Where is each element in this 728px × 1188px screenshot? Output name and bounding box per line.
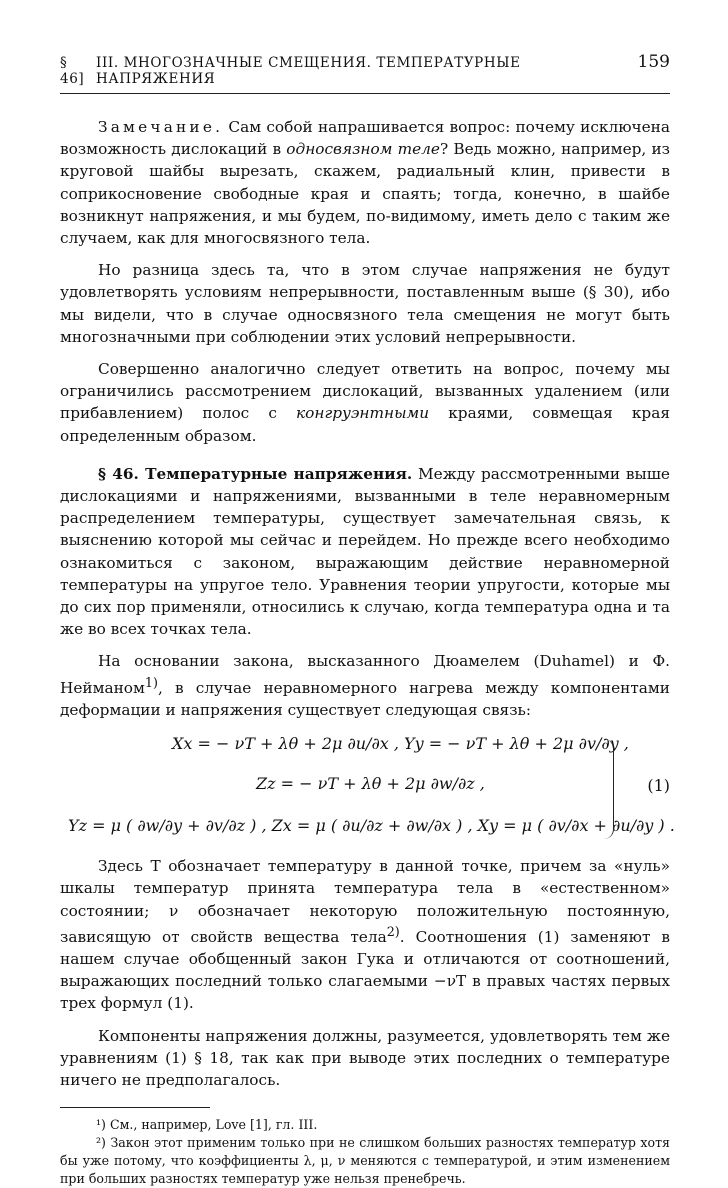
remark3-text-a: Совершенно аналогично следует ответить на вопрос, почему мы ограничились рассмотрением дислокаций, вызванных удалением (или прибавлением) полос с — [60, 360, 670, 423]
s46p2-text-b: , в случае неравномерного нагрева между компонентами деформации и напряжения существует следующая связь: — [60, 678, 670, 719]
page-number: 159 — [637, 52, 670, 72]
running-header — [60, 52, 670, 94]
header-title: III. МНОГОЗНАЧНЫЕ СМЕЩЕНИЯ. ТЕМПЕРАТУРНЫЕ НАПРЯЖЕНИЯ — [96, 55, 521, 87]
section-46-paragraph-1 — [60, 463, 670, 641]
footnote-ref-2: 2) — [386, 924, 400, 940]
emphasis-simply-connected: односвязном теле — [286, 140, 440, 159]
remark-paragraph-3 — [60, 358, 670, 447]
remark-text-a: Сам собой напрашивается вопрос: почему исключена возможность дислокаций в — [60, 118, 670, 159]
after-paragraph-2: Компоненты напряжения должны, разумеется, удовлетворять тем же уравнениям (1) § 18, так как при выводе этих последних о температуре ничего не предполагалось. — [60, 1026, 670, 1090]
remark-label: Замечание. — [98, 118, 224, 136]
book-page — [60, 52, 675, 1188]
formula-line-1: Xx = − νT + λθ + 2μ ∂u/∂x , Yy = − νT + λθ + 2μ ∂v/∂y , — [172, 734, 629, 754]
formula-block — [60, 731, 675, 849]
header-section: § 46] — [60, 55, 85, 87]
section46-text: Между рассмотренными выше дислокациями и напряжениями, вызванными в теле неравномерным распределением температуры, существует замечательная связь, к выяснению которой мы сейчас и перейдем. Но прежде всего необходимо ознакомиться с законом, выражающим действие неравномерной температуры на упругое тело. Уравнения теории упругости, которые мы до сих пор применяли, относились к случаю, когда температура одна и та же во всех точках тела. — [60, 464, 670, 639]
formula-line-2: Zz = − νT + λθ + 2μ ∂w/∂z , — [256, 774, 485, 794]
footnote-1: ¹) См., например, Love [1], гл. III. — [96, 1117, 318, 1133]
remark-paragraph-2: Но разница здесь та, что в этом случае напряжения не будут удовлетворять условиям непрерывности, поставленным выше (§ 30), ибо мы видели, что в случае односвязного тела смещения не могут быть многозначными при соблюдении этих условий непрерывности. — [60, 261, 670, 346]
after-paragraph-1 — [60, 855, 670, 1015]
remark-paragraph-1 — [60, 116, 670, 249]
section-46-paragraph-2 — [60, 650, 670, 721]
formula-line-3: Yz = μ ( ∂w/∂y + ∂v/∂z ) , Zx = μ ( ∂u/∂z + ∂w/∂x ) , Xy = μ ( ∂v/∂x + ∂u/∂y ) . — [68, 816, 675, 836]
section-heading: § 46. Температурные напряжения. — [98, 464, 413, 483]
emphasis-congruent: конгруэнтными — [296, 404, 430, 423]
footnote-ref-1: 1) — [144, 675, 159, 691]
formula-brace — [603, 739, 614, 839]
footnote-2: ²) Закон этот применим только при не слишком больших разностях температур хотя бы уже потому, что коэффициенты λ, μ, ν меняются с температурой, и этим изменением при больших разностях температур уже нельзя пренебречь. — [60, 1135, 670, 1187]
footnotes — [60, 1116, 670, 1188]
remark3-text-b: краями, совмещая края определенным образом. — [60, 404, 670, 445]
s46p2-text-a: На основании закона, высказанного Дюамелем (Duhamel) и Ф. Нейманом — [60, 652, 670, 697]
footnote-divider — [60, 1107, 210, 1108]
after1-text-a: Здесь T обозначает температуру в данной точке, причем за «нуль» шкалы температур принята температура тела в «естественном» состоянии; ν обозначает некоторую положительную постоянную, зависящую от свойств вещества тела — [60, 857, 670, 946]
equation-number: (1) — [647, 776, 670, 796]
remark-text-b: ? Ведь можно, например, из круговой шайбы вырезать, скажем, радиальный клин, привести в соприкосновение свободные края и спаять; тогда, конечно, в шайбе возникнут напряжения, и мы будем, по-видимому, иметь дело с таким же случаем, как для многосвязного тела. — [60, 140, 671, 248]
page-body — [60, 116, 675, 1091]
after1-text-b: . Соотношения (1) заменяют в нашем случае обобщенный закон Гука и отличаются от соотношений, выражающих последний только слагаемыми −νT в правых частях первых трех формул (1). — [60, 927, 670, 1013]
